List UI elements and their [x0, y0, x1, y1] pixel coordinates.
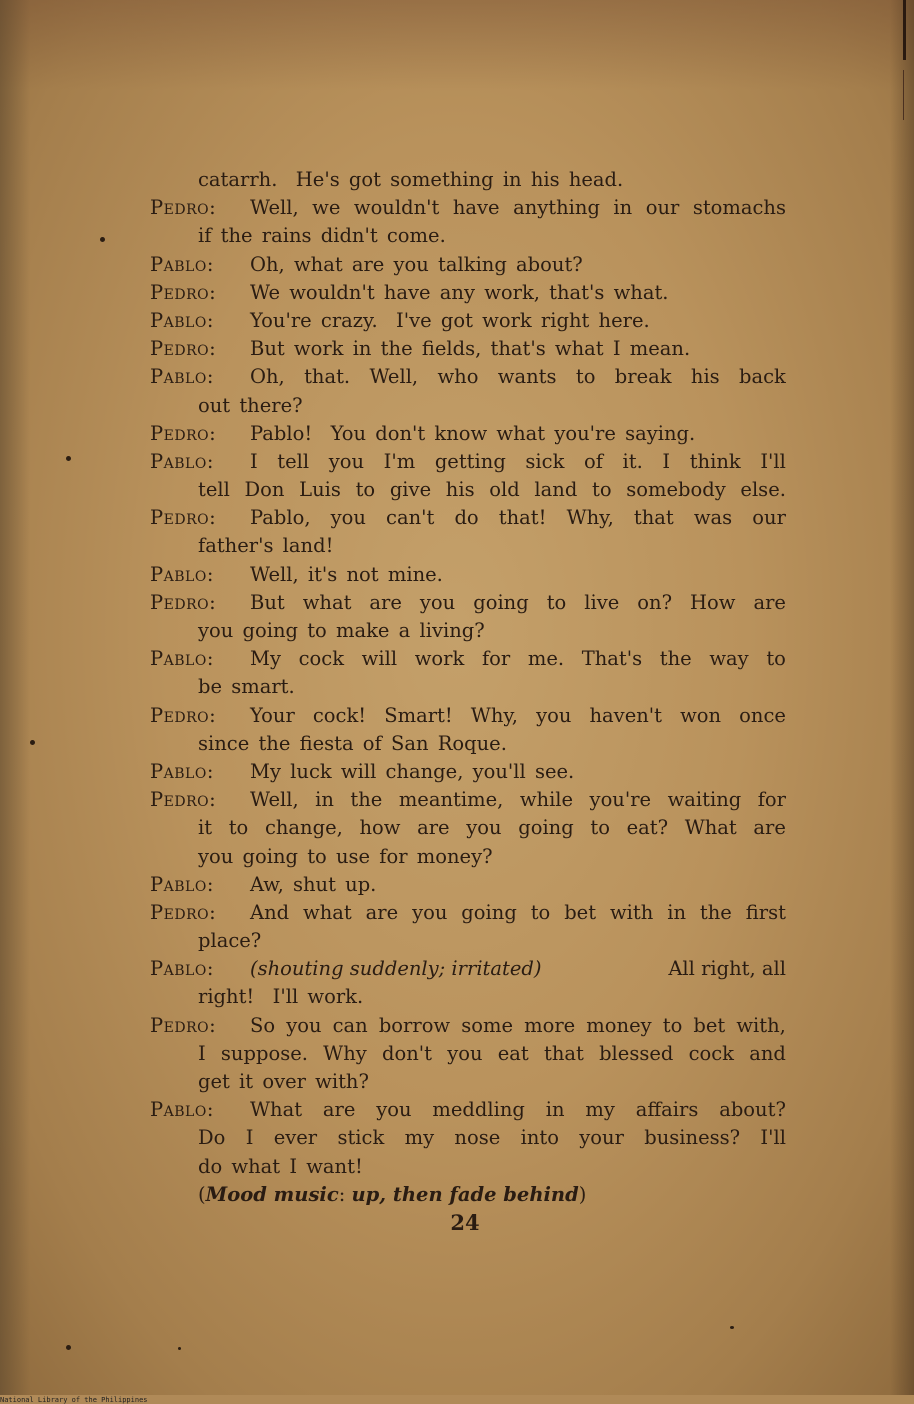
word: stomachs	[692, 196, 786, 220]
dialogue-line	[150, 363, 786, 391]
word: Smart!	[384, 703, 453, 727]
word: nose	[454, 1126, 501, 1150]
word: Luis	[299, 478, 341, 502]
page-left-edge	[0, 0, 30, 1395]
word: for	[757, 788, 786, 812]
word: to	[575, 365, 596, 389]
word: that	[544, 1041, 584, 1065]
word: his	[690, 365, 720, 389]
word: old	[489, 478, 520, 502]
word: waiting	[667, 788, 742, 812]
word: can't	[386, 506, 435, 530]
dialogue-text: since the fiesta of San Roque.	[198, 731, 507, 755]
dialogue-continuation-line	[150, 1124, 786, 1152]
word: with	[609, 900, 654, 924]
word: in	[315, 788, 334, 812]
word: our	[645, 196, 680, 220]
dialogue-line	[150, 786, 786, 814]
word: who	[437, 365, 479, 389]
word: somebody	[626, 478, 726, 502]
word: into	[520, 1126, 559, 1150]
word: you	[419, 590, 456, 614]
word: what	[303, 900, 352, 924]
word: eat	[497, 1041, 529, 1065]
word: sick	[525, 449, 565, 473]
speaker-name: PEDRO:	[150, 1013, 217, 1037]
word: Well,	[250, 196, 299, 220]
word: some	[461, 1013, 513, 1037]
word: what	[302, 590, 352, 614]
speaker-name: PABLO:	[150, 872, 214, 896]
dialogue-text: out there?	[198, 393, 303, 417]
dialogue-text	[250, 786, 786, 814]
word: are	[417, 816, 450, 840]
word: Your	[250, 703, 295, 727]
word: anything	[513, 196, 600, 220]
word: bet	[564, 900, 597, 924]
word: tell	[198, 478, 230, 502]
dialogue-continuation-line	[150, 814, 786, 842]
word: Oh,	[250, 365, 285, 389]
word: going	[461, 900, 517, 924]
word: the	[699, 900, 732, 924]
dialogue-text	[198, 1124, 786, 1152]
speaker-name: PEDRO:	[150, 703, 217, 727]
word: borrow	[378, 1013, 451, 1037]
word: But	[250, 590, 285, 614]
word: won	[680, 703, 722, 727]
word: eat?	[626, 816, 669, 840]
word: land	[534, 478, 578, 502]
word: suppose.	[220, 1041, 308, 1065]
word: of	[583, 449, 603, 473]
speaker-name: PEDRO:	[150, 337, 217, 361]
word: to	[228, 816, 249, 840]
dialogue-text	[250, 1012, 786, 1040]
word: So	[250, 1013, 276, 1037]
word: was	[693, 506, 733, 530]
word: his	[445, 478, 475, 502]
word: do	[454, 506, 479, 530]
page-number: 24	[450, 1210, 480, 1235]
speaker-name: PABLO:	[150, 759, 214, 783]
page-right-edge	[890, 0, 914, 1395]
dialogue-line	[150, 194, 786, 222]
word: to	[546, 590, 567, 614]
word: you	[447, 1041, 483, 1065]
dialogue-continuation-line	[150, 1153, 786, 1181]
radio-script-dialogue	[150, 166, 786, 1209]
dialogue-line	[150, 420, 786, 448]
word: you	[376, 1098, 412, 1122]
word: tell	[277, 449, 310, 473]
binding-thread-faint	[903, 70, 904, 120]
dialogue-text	[198, 814, 786, 842]
speaker-name: PABLO:	[150, 365, 214, 389]
word: and	[749, 1041, 786, 1065]
dialogue-text: Oh, what are you talking about?	[250, 252, 583, 276]
word: else.	[740, 478, 786, 502]
word: live	[584, 590, 620, 614]
dialogue-text: be smart.	[198, 675, 295, 699]
speaker-name: PABLO:	[150, 957, 214, 981]
dialogue-line	[150, 1096, 786, 1124]
dialogue-text: you going to use for money?	[198, 844, 493, 868]
word: think	[689, 449, 741, 473]
page-top-shadow	[0, 0, 914, 90]
word: you're	[589, 788, 652, 812]
dialogue-text: if the rains didn't come.	[198, 224, 446, 248]
dialogue-continuation-line	[150, 1040, 786, 1068]
speaker-name: PEDRO:	[150, 196, 217, 220]
word: Well,	[250, 788, 299, 812]
ink-speck	[66, 1345, 71, 1350]
dialogue-line	[150, 758, 786, 786]
word: haven't	[589, 703, 662, 727]
word: it.	[622, 449, 643, 473]
dialogue-line	[150, 279, 786, 307]
word: first	[745, 900, 786, 924]
word: How	[690, 590, 736, 614]
word: going	[473, 590, 529, 614]
word: to	[766, 647, 786, 671]
dialogue-text: father's land!	[198, 534, 334, 558]
dialogue-line	[150, 645, 786, 673]
word: I'll	[760, 1126, 786, 1150]
speaker-name: PEDRO:	[150, 421, 217, 445]
dialogue-text-after: All right, all	[668, 957, 786, 981]
dialogue-text	[250, 899, 786, 927]
word: my	[404, 1126, 435, 1150]
ink-speck	[730, 1326, 734, 1329]
word: for	[481, 647, 511, 671]
word: have	[452, 196, 500, 220]
word: while	[519, 788, 574, 812]
word: Why,	[566, 506, 614, 530]
dialogue-text: do what I want!	[198, 1154, 363, 1178]
speaker-name: PABLO:	[150, 252, 214, 276]
dialogue-text	[250, 702, 786, 730]
word: you	[412, 900, 448, 924]
word: Why,	[470, 703, 519, 727]
ink-speck	[66, 456, 71, 461]
cue-colon: :	[338, 1182, 352, 1206]
dialogue-continuation-line	[150, 730, 786, 758]
word: stick	[337, 1126, 385, 1150]
dialogue-line	[150, 307, 786, 335]
word: money	[586, 1013, 652, 1037]
dialogue-text	[250, 448, 786, 476]
dialogue-continuation-line	[150, 532, 786, 560]
word: about?	[719, 1098, 786, 1122]
word: in	[667, 900, 686, 924]
word: will	[361, 647, 398, 671]
word: our	[752, 506, 786, 530]
cue-paren-open: (	[198, 1182, 206, 1206]
speaker-name: PABLO:	[150, 308, 214, 332]
dialogue-line	[150, 589, 786, 617]
dialogue-continuation-line	[150, 843, 786, 871]
word: wouldn't	[353, 196, 440, 220]
word: you	[536, 703, 572, 727]
cue-label: Mood music	[205, 1182, 339, 1206]
dialogue-text	[250, 194, 786, 222]
stage-direction: (shouting suddenly; irritated)	[250, 957, 542, 981]
dialogue-line	[150, 335, 786, 363]
dialogue-text: We wouldn't have any work, that's what.	[250, 280, 669, 304]
word: bet	[693, 1013, 726, 1037]
dialogue-line	[150, 561, 786, 589]
dialogue-line	[150, 504, 786, 532]
word: with,	[736, 1013, 786, 1037]
dialogue-continuation-line	[150, 617, 786, 645]
word: affairs	[635, 1098, 699, 1122]
word: my	[585, 1098, 615, 1122]
speaker-name: PABLO:	[150, 562, 214, 586]
word: the	[350, 788, 383, 812]
word: blessed	[599, 1041, 674, 1065]
word: that	[633, 506, 674, 530]
speaker-name: PEDRO:	[150, 900, 217, 924]
dialogue-continuation-line	[150, 1068, 786, 1096]
word: business?	[644, 1126, 741, 1150]
word: Do	[198, 1126, 226, 1150]
dialogue-text: You're crazy. I've got work right here.	[250, 308, 650, 332]
word: once	[739, 703, 786, 727]
dialogue-continuation-line	[150, 392, 786, 420]
speaker-name: PABLO:	[150, 449, 214, 473]
scan-credit: National Library of the Philippines	[0, 1396, 148, 1404]
word: That's	[581, 647, 643, 671]
ink-speck	[30, 740, 35, 745]
word: to	[530, 900, 551, 924]
dialogue-continuation-line	[150, 1181, 786, 1209]
speaker-name: PEDRO:	[150, 590, 217, 614]
dialogue-text: you going to make a living?	[198, 619, 485, 642]
word: are	[365, 900, 399, 924]
word: cock	[298, 647, 345, 671]
speaker-name: PEDRO:	[150, 280, 217, 304]
word: I	[662, 449, 671, 473]
word: wants	[497, 365, 557, 389]
speaker-name: PEDRO:	[150, 788, 217, 812]
word: meddling	[432, 1098, 525, 1122]
word: you	[286, 1013, 322, 1037]
word: Don	[244, 478, 285, 502]
speaker-name: PEDRO:	[150, 506, 217, 530]
dialogue-text: get it over with?	[198, 1070, 369, 1093]
dialogue-continuation-line	[150, 983, 786, 1011]
dialogue-text: But work in the fields, that's what I mean.	[250, 337, 691, 361]
dialogue-continuation-line	[150, 673, 786, 701]
dialogue-continuation-line	[150, 927, 786, 955]
ink-speck	[100, 237, 105, 242]
dialogue-text: right! I'll work.	[198, 985, 364, 1009]
word: that!	[498, 506, 547, 530]
dialogue-line	[150, 871, 786, 899]
dialogue-line	[150, 702, 786, 730]
word: more	[524, 1013, 576, 1037]
word: give	[389, 478, 432, 502]
word: are	[753, 590, 786, 614]
word: Why	[323, 1041, 367, 1065]
dialogue-text	[250, 955, 786, 983]
dialogue-text	[250, 589, 786, 617]
word: the	[659, 647, 692, 671]
dialogue-text	[250, 504, 786, 532]
word: you	[328, 449, 365, 473]
word: to	[590, 816, 610, 840]
word: I'm	[383, 449, 416, 473]
cue-direction: up, then fade behind	[351, 1182, 579, 1206]
dialogue-text	[250, 363, 786, 391]
word: change,	[264, 816, 343, 840]
dialogue-line	[150, 448, 786, 476]
word: break	[614, 365, 672, 389]
word: don't	[382, 1041, 432, 1065]
speaker-name: PABLO:	[150, 1098, 214, 1122]
word: back	[739, 365, 786, 389]
word: in	[545, 1098, 565, 1122]
dialogue-continuation-line	[150, 222, 786, 250]
word: are	[322, 1098, 356, 1122]
dialogue-continuation-line	[150, 166, 786, 194]
cue-paren-close: )	[578, 1182, 587, 1206]
music-cue	[198, 1181, 786, 1209]
dialogue-line	[150, 1012, 786, 1040]
word: meantime,	[398, 788, 504, 812]
word: work	[414, 647, 465, 671]
word: cock!	[312, 703, 367, 727]
dialogue-text	[250, 1096, 786, 1124]
dialogue-text: Aw, shut up.	[250, 872, 377, 896]
word: how	[359, 816, 401, 840]
word: on?	[637, 590, 673, 614]
word: it	[198, 816, 213, 840]
word: Pablo,	[250, 506, 311, 530]
ink-speck	[178, 1347, 181, 1350]
dialogue-text: catarrh. He's got something in his head.	[198, 168, 624, 191]
word: in	[613, 196, 633, 220]
word: can	[332, 1013, 368, 1037]
word: to	[662, 1013, 683, 1037]
word: Well,	[369, 365, 419, 389]
word: are	[753, 816, 786, 840]
dialogue-line	[150, 955, 786, 983]
binding-thread	[903, 0, 906, 60]
word: we	[312, 196, 341, 220]
word: I	[250, 449, 258, 473]
word: ever	[273, 1126, 318, 1150]
dialogue-line	[150, 899, 786, 927]
dialogue-text	[250, 645, 786, 673]
word: to	[355, 478, 376, 502]
dialogue-line	[150, 251, 786, 279]
word: to	[591, 478, 612, 502]
dialogue-text: My luck will change, you'll see.	[250, 759, 575, 783]
word: you	[466, 816, 502, 840]
word: And	[250, 900, 290, 924]
dialogue-text	[198, 1040, 786, 1068]
word: I	[198, 1041, 206, 1065]
word: My	[250, 647, 281, 671]
word: are	[369, 590, 402, 614]
word: you	[330, 506, 366, 530]
dialogue-text: Pablo! You don't know what you're saying.	[250, 421, 696, 445]
word: way	[709, 647, 749, 671]
word: What	[250, 1098, 303, 1122]
dialogue-text: place?	[198, 929, 262, 953]
word: that.	[304, 365, 351, 389]
dialogue-text: Well, it's not mine.	[250, 562, 443, 586]
word: I	[245, 1126, 254, 1150]
word: I'll	[760, 449, 786, 473]
word: getting	[434, 449, 506, 473]
word: What	[684, 816, 737, 840]
word: your	[579, 1126, 624, 1150]
word: me.	[527, 647, 565, 671]
dialogue-text	[198, 476, 786, 504]
word: going	[518, 816, 574, 840]
speaker-name: PABLO:	[150, 647, 214, 671]
word: cock	[688, 1041, 734, 1065]
dialogue-continuation-line	[150, 476, 786, 504]
